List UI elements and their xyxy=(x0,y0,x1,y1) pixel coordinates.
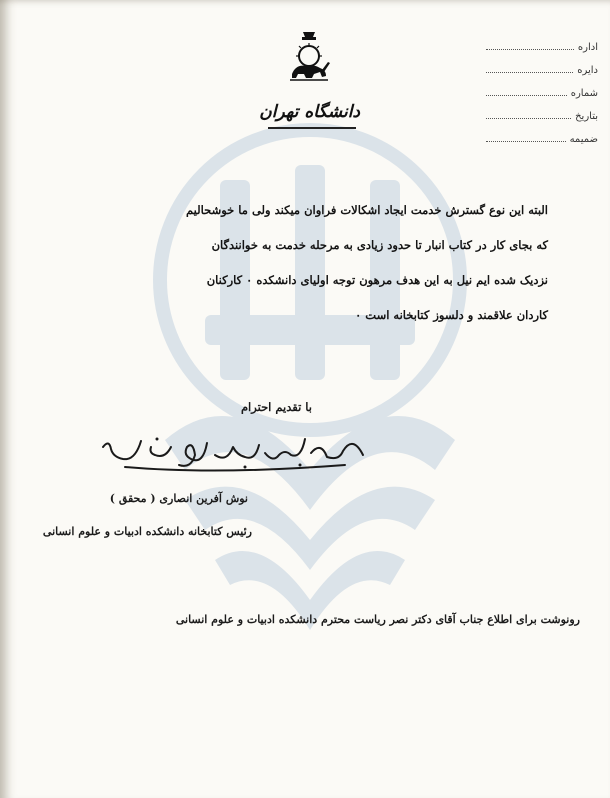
meta-field-line xyxy=(486,118,571,119)
meta-field-label: ضمیمه xyxy=(569,134,598,145)
meta-field-line xyxy=(486,141,566,142)
meta-field-label: اداره xyxy=(577,42,598,53)
university-name: دانشگاه تهران xyxy=(259,102,360,122)
signer-name: نوش آفرین انصاری ( محقق ) xyxy=(109,492,248,505)
carbon-copy-note: رونوشت برای اطلاع جناب آقای دکتر نصر ریاست محترم دانشکده ادبیات و علوم انسانی xyxy=(175,613,580,626)
body-line: کاردان علاقمند و دلسوز کتابخانه است ۰ xyxy=(355,308,548,322)
body-line: البته این نوع گسترش خدمت ایجاد اشکالات فراوان میکند ولی ما خوشحالیم xyxy=(186,203,548,217)
signer-title: رئیس کتابخانه دانشکده ادبیات و علوم انسانی xyxy=(42,525,252,538)
meta-field-number xyxy=(486,76,598,99)
meta-field-attachment xyxy=(486,122,598,145)
university-seal-watermark xyxy=(145,110,475,670)
meta-field-label: بتاریخ xyxy=(575,111,598,122)
meta-field-line xyxy=(486,95,567,96)
meta-field-line xyxy=(486,72,573,73)
letter-meta-fields xyxy=(486,30,598,145)
body-line: نزدیک شده ایم نیل به این هدف مرهون توجه اولیای دانشکده ۰ کارکنان xyxy=(206,273,548,287)
meta-field-line xyxy=(486,49,574,50)
lion-and-sun-emblem-icon xyxy=(286,30,332,84)
handwritten-signature xyxy=(95,425,375,477)
meta-field-label: دایره xyxy=(577,65,598,76)
university-name-underline xyxy=(268,127,356,129)
meta-field-section xyxy=(486,53,598,76)
meta-field-label: شماره xyxy=(570,88,598,99)
body-line: که بجای کار در کتاب انبار تا حدود زیادی به مرحله خدمت به خوانندگان xyxy=(211,238,548,252)
closing-salutation: با تقدیم احترام xyxy=(240,400,312,414)
meta-field-date xyxy=(486,99,598,122)
meta-field-office xyxy=(486,30,598,53)
letter-body xyxy=(70,198,548,338)
